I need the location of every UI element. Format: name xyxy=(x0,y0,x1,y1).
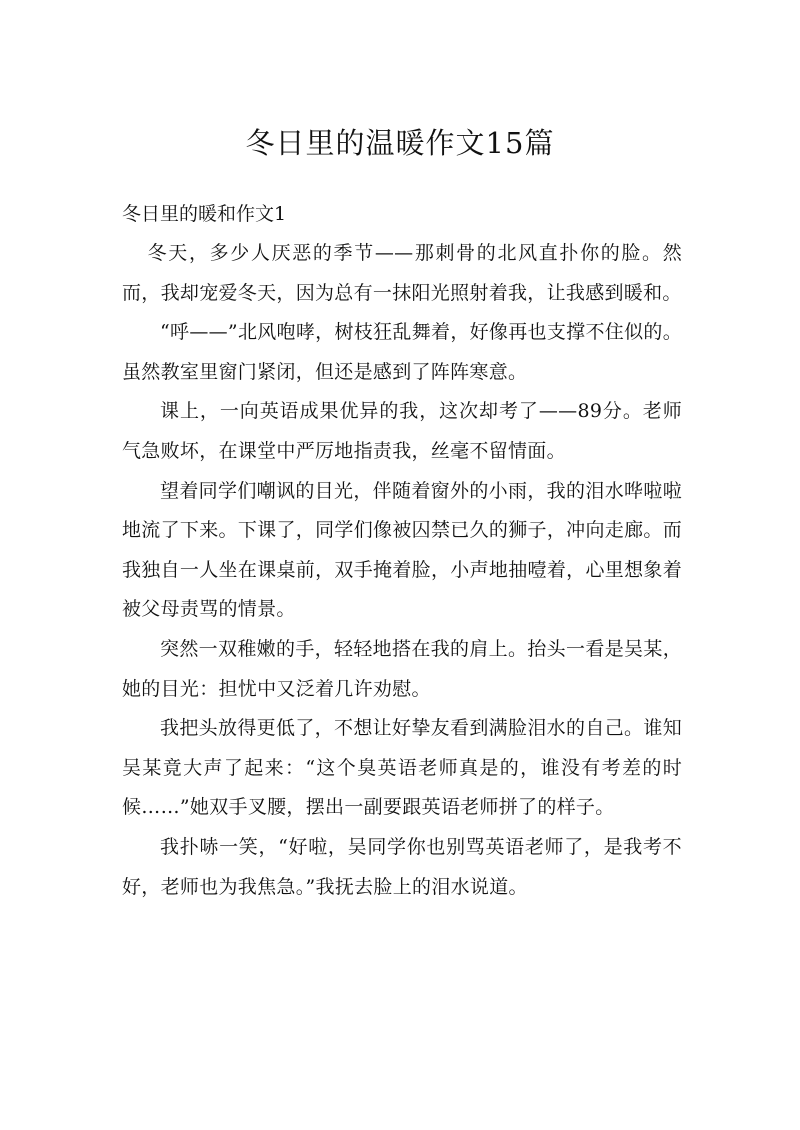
document-title: 冬日里的温暖作文15篇 xyxy=(245,126,555,160)
paragraph: 望着同学们嘲讽的目光，伴随着窗外的小雨，我的泪水哗啦啦地流了下来。下课了，同学们像被囚禁已久的狮子，冲向走廊。而我独自一人坐在课桌前，双手掩着脸，小声地抽噎着，心里想象着被父母责骂的情景。 xyxy=(122,479,682,621)
paragraph: 我把头放得更低了，不想让好挚友看到满脸泪水的自己。谁知吴某竟大声了起来：“这个臭英语老师真是的，谁没有考差的时候……”她双手叉腰，摆出一副要跟英语老师拼了的样子。 xyxy=(122,717,682,819)
paragraph: 课上，一向英语成果优异的我，这次却考了——89分。老师气急败坏，在课堂中严厉地指责我，丝毫不留情面。 xyxy=(122,400,682,462)
essay-subtitle: 冬日里的暖和作文1 xyxy=(122,203,287,225)
paragraph: 我扑哧一笑，“好啦，吴同学你也别骂英语老师了，是我考不好，老师也为我焦急。”我抚去脸上的泪水说道。 xyxy=(122,835,682,898)
paragraph: “呼——”北风咆哮，树枝狂乱舞着，好像再也支撑不住似的。虽然教室里窗门紧闭，但还是感到了阵阵寒意。 xyxy=(122,321,682,383)
essay-body xyxy=(122,234,682,907)
paragraph: 冬天，多少人厌恶的季节——那刺骨的北风直扑你的脸。然而，我却宠爱冬天，因为总有一抹阳光照射着我，让我感到暖和。 xyxy=(122,242,682,304)
paragraph: 突然一双稚嫩的手，轻轻地搭在我的肩上。抬头一看是吴某，她的目光：担忧中又泛着几许劝慰。 xyxy=(122,637,682,700)
